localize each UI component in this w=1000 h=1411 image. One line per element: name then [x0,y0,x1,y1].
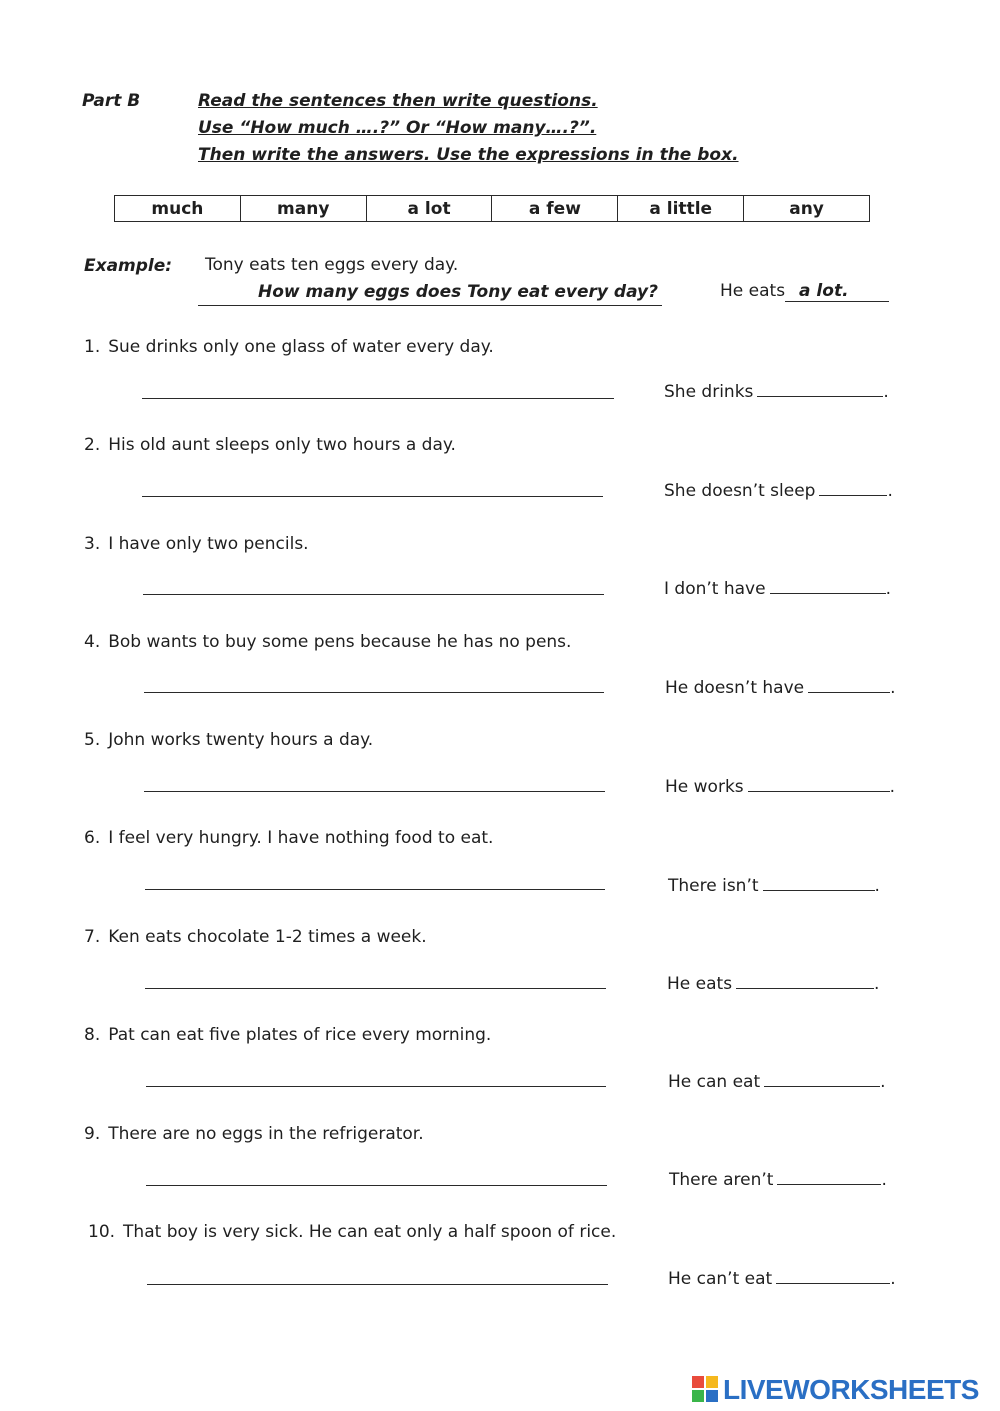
question-number: 2. [84,435,101,455]
question-number: 5. [84,730,101,750]
expression-a-few: a few [491,196,617,221]
part-label: Part B [82,91,141,111]
question-text: John works twenty hours a day. [108,730,374,750]
question-number: 9. [84,1124,101,1144]
question-text: Ken eats chocolate 1-2 times a week. [108,927,427,947]
question-7 [84,927,427,947]
question-4 [84,632,571,652]
answer-prefix: There isn’t [668,876,759,896]
question-text: Pat can eat five plates of rice every morning. [108,1025,492,1045]
liveworksheets-logo-icon [692,1376,720,1404]
answer-8 [668,1068,886,1092]
answer-period: . [874,876,880,896]
question-text: I have only two pencils. [108,534,309,554]
example-question: How many eggs does Tony eat every day? [198,282,662,306]
answer-period: . [890,1269,896,1289]
expression-a-lot: a lot [366,196,492,221]
question-number: 1. [84,337,101,357]
example-answer-prefix: He eats [720,281,786,301]
example-sentence: Tony eats ten eggs every day. [205,255,459,275]
question-10-answer-line[interactable] [147,1284,608,1285]
answer-prefix: She drinks [664,382,754,402]
answer-period: . [890,678,896,698]
answer-4 [665,674,896,698]
expression-many: many [240,196,366,221]
expressions-box [114,195,870,222]
question-9-answer-line[interactable] [146,1185,607,1186]
answer-period: . [883,382,889,402]
question-2-answer-line[interactable] [142,496,603,497]
answer-1-blank[interactable] [757,378,883,397]
question-number: 7. [84,927,101,947]
answer-4-blank[interactable] [808,674,890,693]
answer-1 [664,378,889,402]
answer-prefix: He can’t eat [668,1269,773,1289]
question-text: I feel very hungry. I have nothing food to eat. [108,828,494,848]
answer-5 [665,773,895,797]
question-number: 6. [84,828,101,848]
answer-10-blank[interactable] [776,1265,890,1284]
answer-period: . [880,1072,886,1092]
question-10 [88,1222,616,1242]
expression-a-little: a little [617,196,743,221]
answer-3-blank[interactable] [770,575,886,594]
expression-any: any [743,196,869,221]
answer-prefix: I don’t have [664,579,766,599]
instruction-line-2: Use “How much ….?” Or “How many….?”. [198,118,597,138]
question-number: 10. [88,1222,116,1242]
question-8-answer-line[interactable] [146,1086,606,1087]
answer-3 [664,575,891,599]
question-6 [84,828,493,848]
answer-9 [669,1166,887,1190]
answer-period: . [889,777,896,797]
answer-7-blank[interactable] [736,970,874,989]
question-5-answer-line[interactable] [144,791,605,792]
answer-7 [667,970,879,994]
question-text: There are no eggs in the refrigerator. [108,1124,424,1144]
answer-2-blank[interactable] [819,477,887,496]
question-number: 8. [84,1025,101,1045]
liveworksheets-logo[interactable] [692,1374,979,1406]
question-7-answer-line[interactable] [145,988,606,989]
answer-prefix: He doesn’t have [665,678,805,698]
logo-text: LIVEWORKSHEETS [723,1374,979,1405]
answer-prefix: He can eat [668,1072,761,1092]
answer-10 [668,1265,896,1289]
question-4-answer-line[interactable] [144,692,604,693]
answer-prefix: He works [665,777,744,797]
question-text: Bob wants to buy some pens because he has no pens. [108,632,572,652]
answer-prefix: There aren’t [669,1170,774,1190]
answer-6 [668,872,880,896]
question-5 [84,730,373,750]
answer-6-blank[interactable] [763,872,875,891]
answer-period: . [874,974,880,994]
question-3 [84,534,309,554]
instruction-line-1: Read the sentences then write questions. [198,91,598,111]
example-answer [720,281,889,302]
example-label: Example: [84,256,173,276]
answer-prefix: She doesn’t sleep [664,481,816,501]
question-number: 3. [84,534,101,554]
question-text: His old aunt sleeps only two hours a day. [108,435,456,455]
answer-5-blank[interactable] [748,773,890,792]
question-1 [84,337,494,357]
answer-period: . [881,1170,887,1190]
question-text: Sue drinks only one glass of water every day. [108,337,494,357]
question-8 [84,1025,491,1045]
answer-2 [664,477,893,501]
question-number: 4. [84,632,101,652]
question-9 [84,1124,424,1144]
expression-much: much [151,199,204,219]
answer-9-blank[interactable] [777,1166,881,1185]
answer-8-blank[interactable] [764,1068,880,1087]
example-answer-fill: a lot. [785,281,889,302]
question-text: That boy is very sick. He can eat only a half spoon of rice. [123,1222,617,1242]
question-1-answer-line[interactable] [142,398,614,399]
question-3-answer-line[interactable] [143,594,604,595]
question-2 [84,435,456,455]
question-6-answer-line[interactable] [145,889,605,890]
answer-prefix: He eats [667,974,733,994]
instruction-line-3: Then write the answers. Use the expressions in the box. [198,145,739,165]
answer-period: . [887,481,893,501]
answer-period: . [885,579,891,599]
